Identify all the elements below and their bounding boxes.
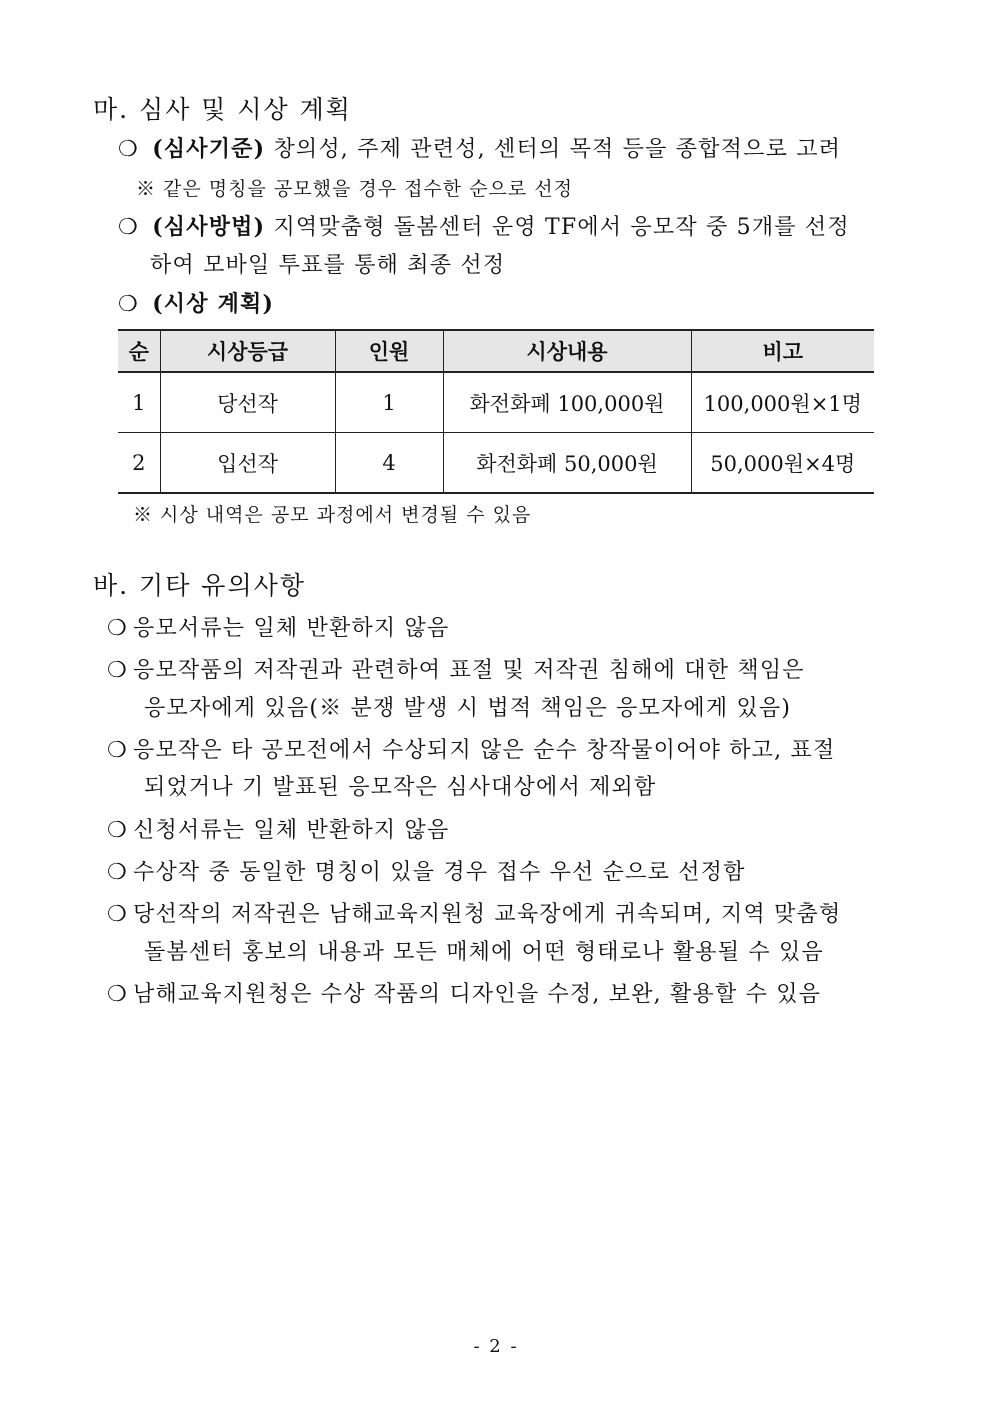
criteria-text: 창의성, 주제 관련성, 센터의 목적 등을 종합적으로 고려 <box>273 137 842 162</box>
list-item <box>107 813 449 844</box>
list-item <box>107 855 746 886</box>
bullet-icon: ❍ <box>107 982 128 1007</box>
table-note: ※ 시상 내역은 공모 과정에서 변경될 수 있음 <box>133 504 532 526</box>
cell-remark: 50,000원×4명 <box>691 433 874 494</box>
method-text-continued: 하여 모바일 투표를 통해 최종 선정 <box>150 253 506 278</box>
criteria-note: ※ 같은 명칭을 공모했을 경우 접수한 순으로 선정 <box>136 178 574 200</box>
header-count: 인원 <box>335 330 443 372</box>
cell-count: 4 <box>335 433 443 494</box>
bullet-icon: ❍ <box>107 818 128 843</box>
list-item <box>107 653 805 684</box>
table-row <box>118 372 874 433</box>
list-item-text: 남해교육지원청은 수상 작품의 디자인을 수정, 보완, 활용할 수 있음 <box>133 982 822 1007</box>
page-number: - 2 - <box>473 1336 519 1357</box>
method-item <box>118 210 850 241</box>
cell-prize: 화전화폐 50,000원 <box>443 433 691 494</box>
list-item-continued: 응모자에게 있음(※ 분쟁 발생 시 법적 책임은 응모자에게 있음) <box>144 696 792 721</box>
award-item <box>118 287 274 318</box>
award-table <box>118 329 874 494</box>
list-item <box>107 977 821 1008</box>
list-item <box>107 897 841 928</box>
bullet-icon: ❍ <box>107 902 128 927</box>
list-item <box>107 611 449 642</box>
cell-grade: 당선작 <box>160 372 335 433</box>
cell-order: 2 <box>118 433 160 494</box>
list-item-continued: 돌봄센터 홍보의 내용과 모든 매체에 어떤 형태로나 활용될 수 있음 <box>144 940 824 965</box>
method-label: (심사방법) <box>152 214 266 240</box>
bullet-icon: ❍ <box>118 215 139 240</box>
section-heading-ma: 마. 심사 및 시상 계획 <box>93 95 352 124</box>
table-header-row <box>118 330 874 372</box>
bullet-icon: ❍ <box>107 738 128 763</box>
list-item-text: 수상작 중 동일한 명칭이 있을 경우 접수 우선 순으로 선정함 <box>133 860 746 885</box>
cell-grade: 입선작 <box>160 433 335 494</box>
header-remark: 비고 <box>691 330 874 372</box>
award-label: (시상 계획) <box>152 291 275 317</box>
bullet-icon: ❍ <box>107 658 128 683</box>
section-heading-ba: 바. 기타 유의사항 <box>93 571 306 600</box>
header-grade: 시상등급 <box>160 330 335 372</box>
list-item-continued: 되었거나 기 발표된 응모작은 심사대상에서 제외함 <box>144 775 657 800</box>
cell-count: 1 <box>335 372 443 433</box>
criteria-item <box>118 132 841 163</box>
cell-prize: 화전화폐 100,000원 <box>443 372 691 433</box>
method-text: 지역맞춤형 돌봄센터 운영 TF에서 응모작 중 5개를 선정 <box>273 215 850 240</box>
list-item <box>107 733 835 764</box>
bullet-icon: ❍ <box>107 860 128 885</box>
criteria-label: (심사기준) <box>152 136 266 162</box>
table-row <box>118 433 874 494</box>
list-item-text: 신청서류는 일체 반환하지 않음 <box>133 818 450 843</box>
list-item-text: 응모작은 타 공모전에서 수상되지 않은 순수 창작물이어야 하고, 표절 <box>133 738 836 763</box>
cell-remark: 100,000원×1명 <box>691 372 874 433</box>
list-item-text: 응모서류는 일체 반환하지 않음 <box>133 616 450 641</box>
header-prize: 시상내용 <box>443 330 691 372</box>
header-order: 순 <box>118 330 160 372</box>
list-item-text: 응모작품의 저작권과 관련하여 표절 및 저작권 침해에 대한 책임은 <box>133 658 805 683</box>
bullet-icon: ❍ <box>118 137 139 162</box>
list-item-text: 당선작의 저작권은 남해교육지원청 교육장에게 귀속되며, 지역 맞춤형 <box>133 902 842 927</box>
cell-order: 1 <box>118 372 160 433</box>
bullet-icon: ❍ <box>118 292 139 317</box>
bullet-icon: ❍ <box>107 616 128 641</box>
